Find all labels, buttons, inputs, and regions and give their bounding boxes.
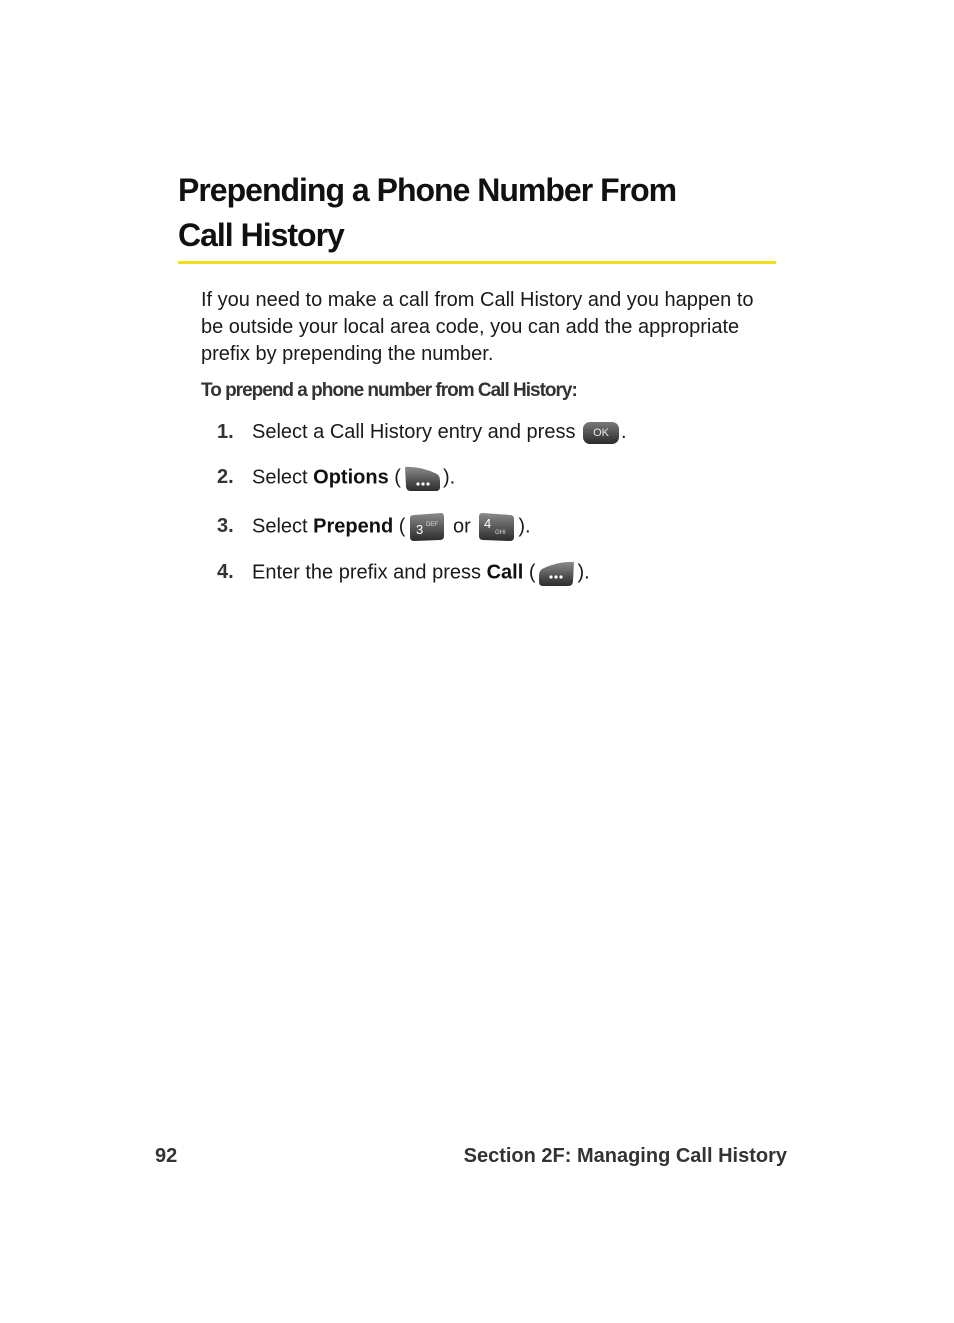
paren-open: ( [394,466,401,489]
key-3-letters: DEF [426,522,439,528]
right-softkey-icon [403,464,441,492]
paren-close: ). [577,561,590,584]
title-line-2: Call History [178,217,344,253]
section-footer: Section 2F: Managing Call History [463,1145,787,1167]
page-title [178,168,676,258]
step-number: 3. [217,515,234,538]
paren-open: ( [398,515,406,538]
step-text: Select a Call History entry and press [252,421,576,443]
paren-close: ). [518,515,531,538]
paren-close: ). [442,466,456,489]
or-text: or [452,515,471,538]
ok-key-label: OK [593,426,609,439]
call-label: Call [486,561,524,584]
step-2 [217,464,455,492]
step-text: Select [252,466,308,489]
title-line-1: Prepending a Phone Number From [178,172,677,208]
step-text-end: . [621,421,627,443]
step-text: Select [252,515,308,538]
step-4 [217,559,590,587]
title-rule [178,261,776,264]
key-4-letters: GHI [495,530,507,536]
key-4-digit: 4 [484,516,492,531]
paren-open: ( [528,561,536,584]
key-3-icon [407,512,445,542]
procedure-heading: To prepend a phone number from Call History: [201,380,577,401]
options-label: Options [313,466,389,489]
step-number: 2. [217,466,234,489]
step-3 [217,512,531,542]
intro-paragraph: If you need to make a call from Call History and you happen to be outside your local area code, you can add the appropriate prefix by prepending the number. [201,289,754,365]
step-number: 4. [217,561,234,584]
step-1 [217,419,627,446]
step-number: 1. [217,421,234,443]
key-4-icon [478,512,516,542]
key-3-digit: 3 [416,522,424,537]
left-softkey-icon [538,559,576,587]
page-number: 92 [155,1145,178,1167]
ok-key-icon [583,422,619,444]
step-text: Enter the prefix and press [252,561,482,584]
prepend-label: Prepend [313,515,394,538]
